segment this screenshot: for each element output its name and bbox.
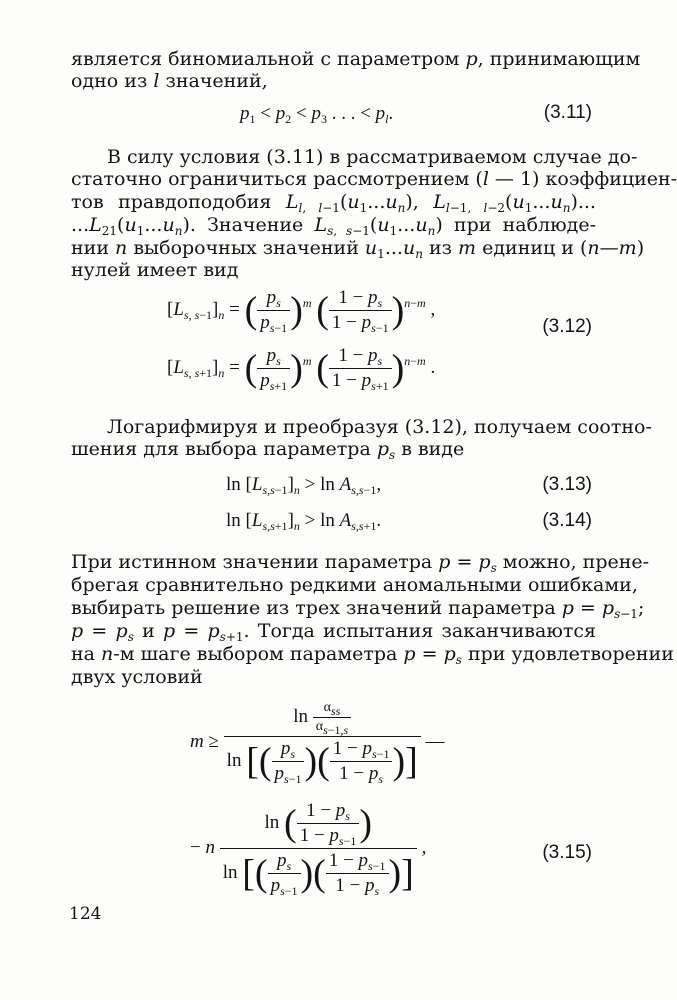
text-line: на n-м шаге выбором параметра $p = p_s$ при удовлетворении (71, 643, 674, 667)
text-line: статочно ограничиться рассмотрением (l — 1) коэффициен- (71, 168, 677, 190)
equation-3-11: $p_1 < p_2 < p_3$ . . . < $p_l$. (240, 103, 394, 126)
equation-3-14: $\ln [L_{s,s+1}]_n > \ln A_{s,s+1}$. (226, 510, 382, 533)
equation-number: (3.15) (542, 842, 592, 863)
equation-number: (3.13) (542, 474, 592, 495)
text-line: В силу условия (3.11) в рассматриваемом случае до- (107, 146, 638, 168)
text-line: нулей имеет вид (71, 259, 239, 281)
page-number: 124 (69, 904, 102, 924)
text-line: шения для выбора параметра $p_s$ в виде (71, 438, 465, 462)
equation-3-12-b: $[L_{s, s+1}]_n$ = ( $\frac{p_s}{p_{s+1}}$ )$^m$ ( $\frac{1 - p_s}{1 - p_{s+1}}$ )$^{n-m}$ . (167, 345, 436, 393)
text-line: брегая сравнительно редкими аномальными ошибками, (71, 574, 638, 596)
text-line: $...L_{21}(u_1...u_n)$. Значение $L_{s, s-1}(u_1...u_n)$ при наблюде- (71, 214, 596, 238)
text-line: При истинном значении параметра $p = p_s$ можно, прене- (71, 551, 650, 575)
equation-number: (3.14) (542, 510, 592, 531)
text-line: Логарифмируя и преобразуя (3.12), получаем соотно- (107, 416, 652, 438)
text-line: одно из l значений, (71, 70, 268, 92)
equation-3-15-b: − n ln ( $\frac{1 - p_s}{1 - p_{s-1}}$ ) ln [( $\frac{p_s}{p_{s-1}}$ )( $\frac{1 - p_{s-1}}{1 - p_s}$ )] , (190, 800, 427, 898)
text-line: нии n выборочных значений $u_1...u_n$ из m единиц и (n—m) (71, 237, 645, 261)
equation-number: (3.12) (542, 316, 592, 337)
text-line: тов правдоподобия $L_{l, l-1}(u_1...u_n)$, $L_{l-1, l-2}(u_1...u_n)$... (71, 191, 596, 215)
equation-3-12-a: $[L_{s, s-1}]_n$ = ( $\frac{p_s}{p_{s-1}}$ )$^m$ ( $\frac{1 - p_s}{1 - p_{s-1}}$ )$^{n-m}$ , (167, 287, 436, 335)
text-line: двух условий (71, 666, 203, 688)
equation-3-13: $\ln [L_{s,s-1}]_n > \ln A_{s,s-1}$, (226, 474, 382, 497)
equation-3-15-a: m ≥ ln $\frac{\alpha_{ss}}{\alpha_{s-1,s}}$ ln [( $\frac{p_s}{p_{s-1}}$ )( $\frac{1 - p_{s-1}}{1 - p_s}$ )] — (190, 700, 445, 786)
equation-number: (3.11) (543, 102, 592, 123)
text-line: является биномиальной с параметром p, принимающим (71, 48, 641, 70)
text-line: выбирать решение из трех значений параметра $p = p_{s-1}$; (71, 597, 645, 621)
text-line: $p = p_s$ и $p = p_{s+1}$. Тогда испытания заканчиваются (71, 620, 597, 644)
